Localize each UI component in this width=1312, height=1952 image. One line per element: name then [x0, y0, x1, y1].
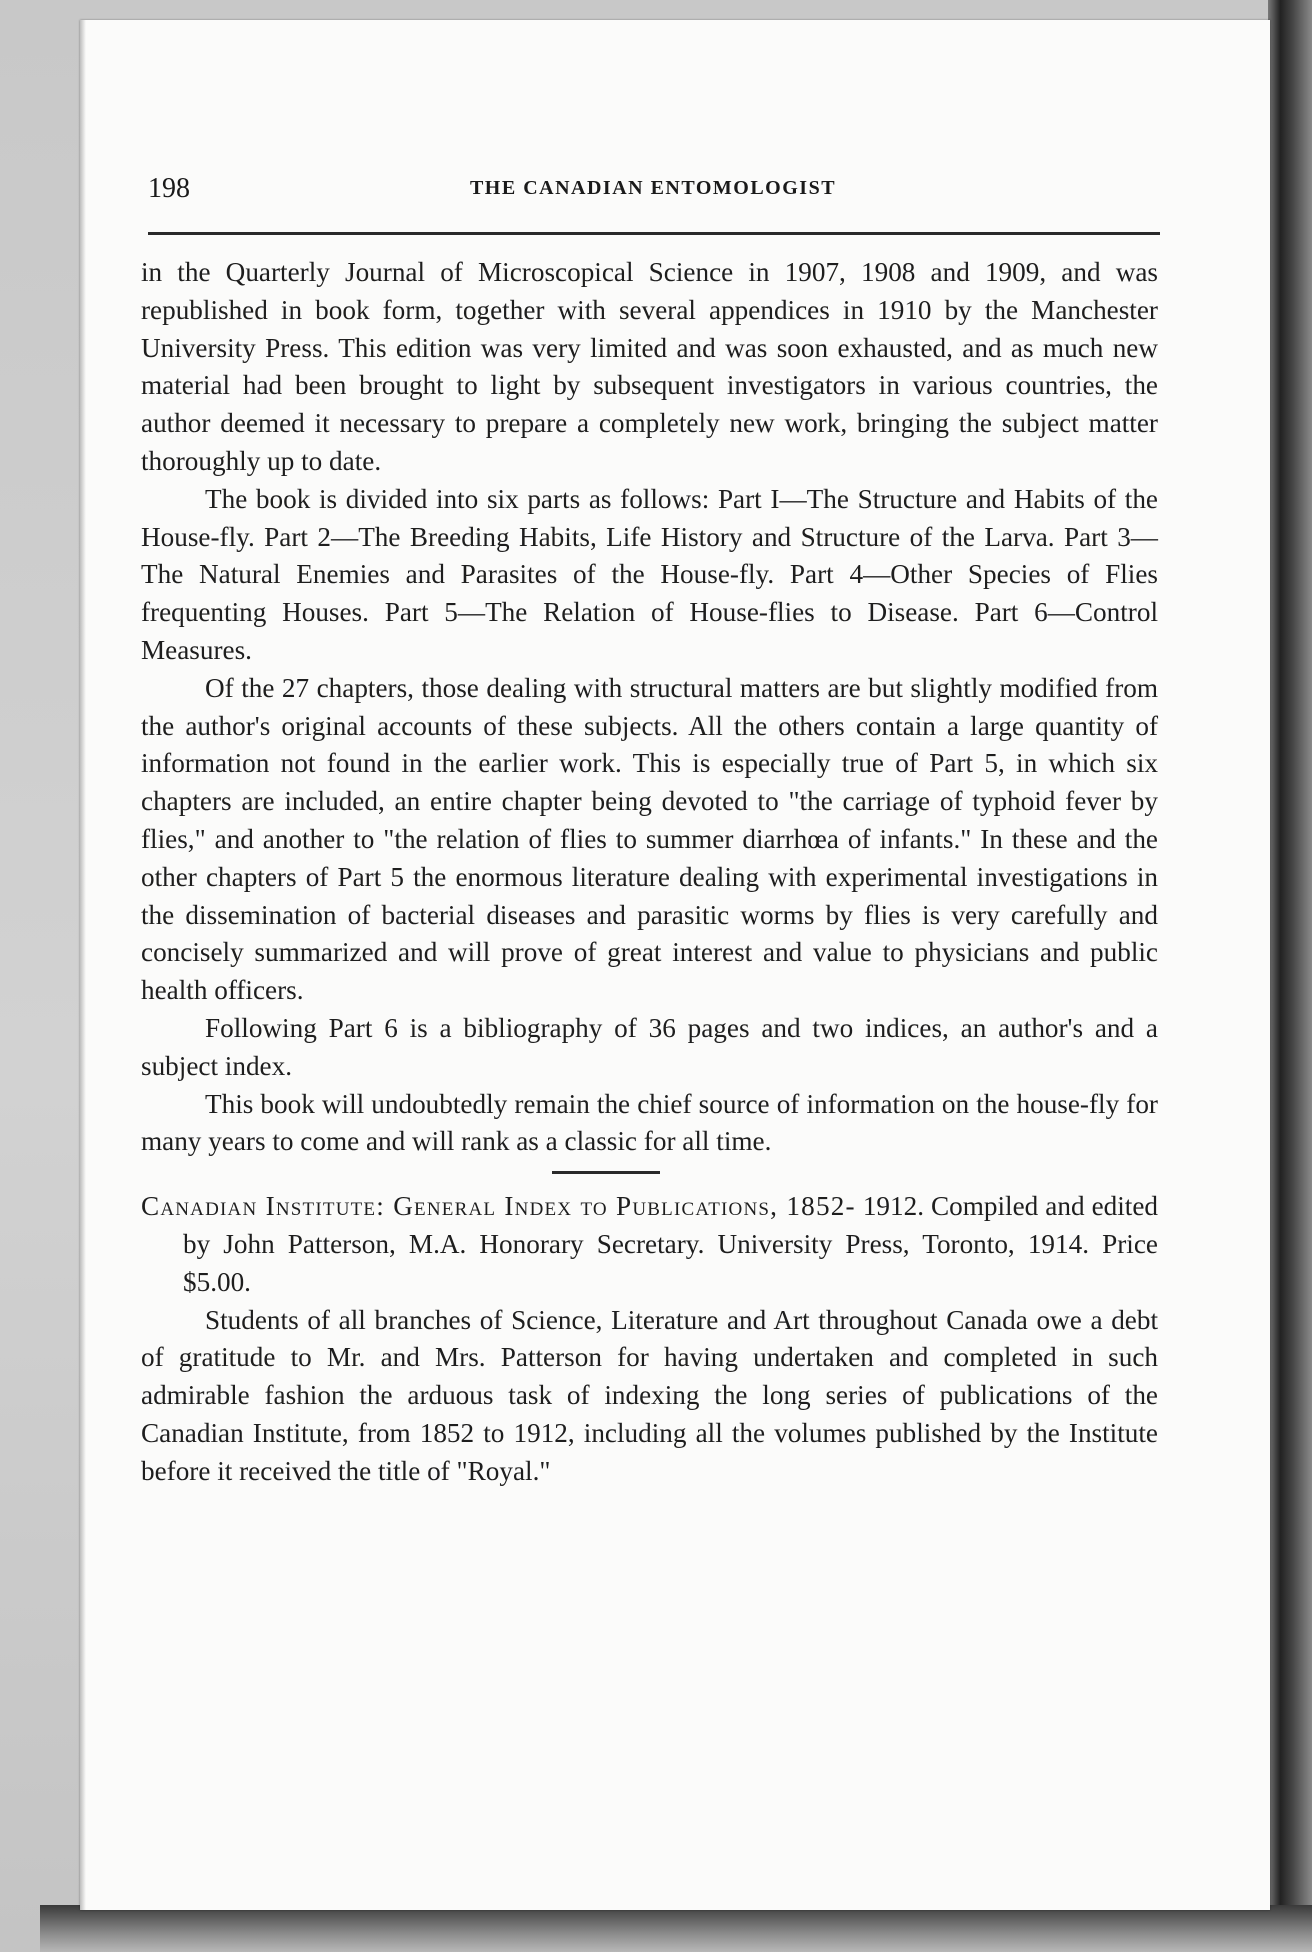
paragraph-book-parts: The book is divided into six parts as follows: Part I—The Structure and Habits of the House-fly. Part 2—The Breeding Habits, Life History and Structure of the Larva. Part 3—The Natural Enemies and Parasites of the House-fly. Part 4—Other Species of Flies frequenting Houses. Part 5—The Relation of House-flies to Disease. Part 6—Control Measures. — [141, 483, 1158, 665]
citation-title: Canadian Institute: General Index to Publications, 1852- — [141, 1191, 856, 1222]
running-title: THE CANADIAN ENTOMOLOGIST — [469, 177, 837, 199]
page-number: 198 — [148, 173, 190, 204]
paragraph-continued: in the Quarterly Journal of Microscopical Science in 1907, 1908 and 1909, and was republished in book form, together with several appendices in 1910 by the Manchester University Press. This edition was very limited and was soon exhausted, and as much new material had been brought to light by subsequent investigators in various countries, the author deemed it necessary to prepare a completely new work, bringing the subject matter thoroughly up to date. — [141, 257, 1158, 476]
paragraph-chapters: Of the 27 chapters, those dealing with structural matters are but slightly modified from the author's original accounts of these subjects. All the others contain a large quantity of information not found in the earlier work. This is especially true of Part 5, in which six chapters are included, an entire chapter being devoted to "the carriage of typhoid fever by flies," and another to "the relation of flies to summer diarrhœa of infants." In these and the other chapters of Part 5 the enormous literature dealing with experimental investigations in the dissemination of bacterial diseases and parasitic worms by flies is very carefully and concisely summarized and will prove of great interest and value to physicians and public health officers. — [141, 672, 1158, 1006]
section-divider — [552, 1171, 660, 1174]
header-rule — [148, 232, 1160, 235]
binding-shadow-right — [1268, 0, 1312, 1952]
paragraph-bibliography: Following Part 6 is a bibliography of 36 pages and two indices, an author's and a subject index. — [141, 1012, 1158, 1081]
page-edge — [80, 20, 86, 1910]
binding-shadow-bottom — [40, 1905, 1312, 1952]
paragraph-conclusion: This book will undoubtedly remain the chief source of information on the house-fly for many years to come and will rank as a classic for all time. — [141, 1088, 1158, 1157]
paragraph-review: Students of all branches of Science, Literature and Art throughout Canada owe a debt of gratitude to Mr. and Mrs. Patterson for having undertaken and completed in such admirable fashion the arduous task of indexing the long series of publications of the Canadian Institute, from 1852 to 1912, including all the volumes published by the Institute before it received the title of "Royal." — [141, 1304, 1158, 1486]
review-citation — [141, 1188, 1158, 1301]
page-body — [141, 254, 1158, 1491]
page-header — [148, 165, 1158, 215]
citation-details: 1912. Compiled and edited by John Patterson, M.A. Honorary Secretary. University Press, Toronto, 1914. Price $5.00. — [183, 1191, 1158, 1297]
